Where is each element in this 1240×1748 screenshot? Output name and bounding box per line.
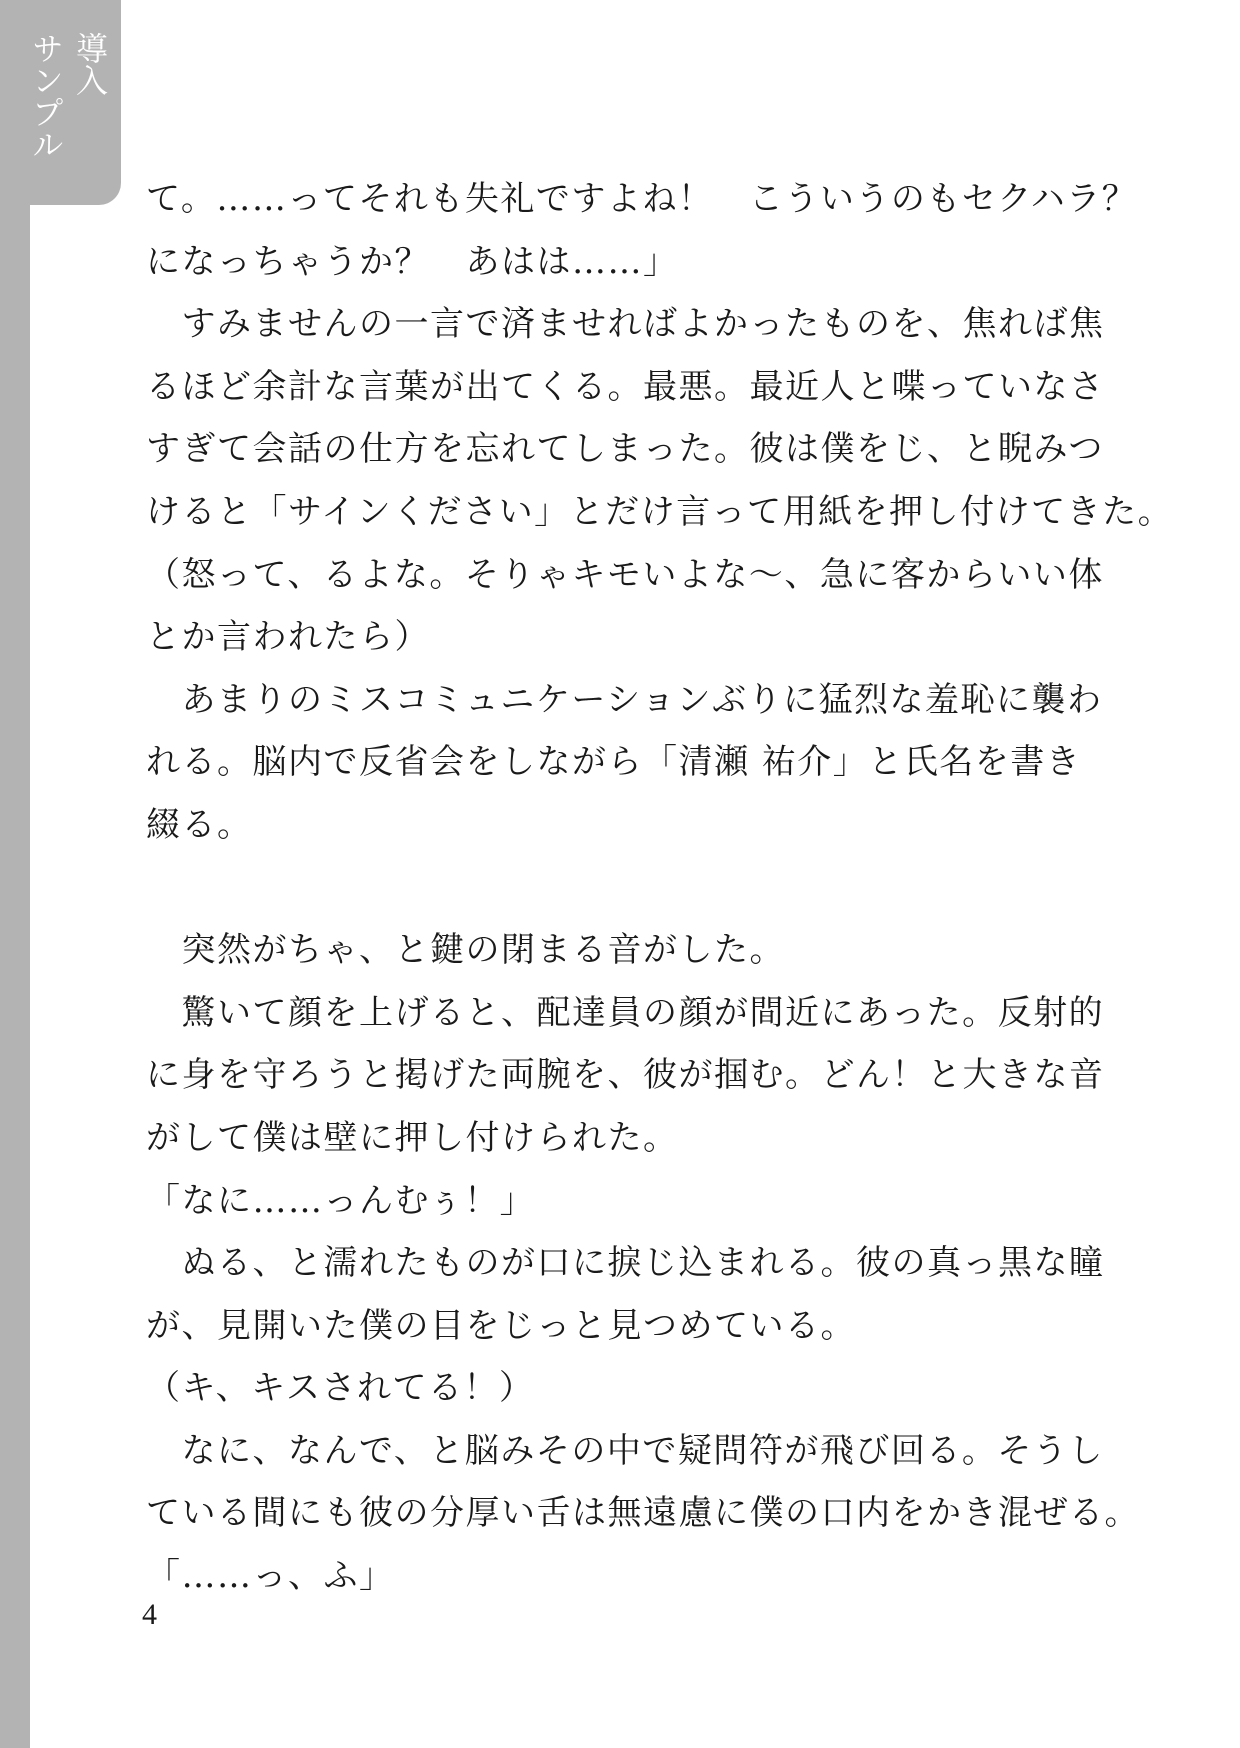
text-line: 驚いて顔を上げると、配達員の顔が間近にあった。反射的 — [146, 992, 1105, 1033]
text-line: （キ、キスされてる！） — [146, 1368, 535, 1409]
tab-label-sample: サンプル — [27, 32, 65, 160]
body-text — [146, 168, 1174, 1608]
text-line: すぎて会話の仕方を忘れてしまった。彼は僕をじ、と睨みつ — [146, 429, 1104, 470]
text-line: に身を守ろうと掲げた両腕を、彼が掴む。どん！と大きな音 — [146, 1055, 1105, 1096]
text-line: るほど余計な言葉が出てくる。最悪。最近人と喋っていなさ — [146, 366, 1105, 407]
text-line: けると「サインください」とだけ言って用紙を押し付けてきた。 — [146, 491, 1174, 532]
text-line: とか言われたら） — [146, 617, 430, 658]
text-line: 「なに……っんむぅ！」 — [146, 1180, 536, 1221]
margin-bar — [0, 0, 30, 1748]
sample-tab — [0, 0, 121, 205]
text-line: ぬる、と濡れたものが口に捩じ込まれる。彼の真っ黒な瞳 — [146, 1243, 1105, 1284]
text-line: が、見開いた僕の目をじっと見つめている。 — [146, 1305, 856, 1346]
text-line: すみませんの一言で済ませればよかったものを、焦れば焦 — [146, 304, 1105, 345]
text-line: 綴る。 — [146, 804, 253, 845]
page-number: 4 — [142, 1598, 157, 1631]
text-line: あまりのミスコミュニケーションぶりに猛烈な羞恥に襲わ — [146, 679, 1103, 720]
text-line: （怒って、るよな。そりゃキモいよな〜、急に客からいい体 — [146, 554, 1104, 595]
text-line: て。……ってそれも失礼ですよね！ こういうのもセクハラ？ — [146, 179, 1138, 219]
text-line: 突然がちゃ、と鍵の閉まる音がした。 — [146, 930, 785, 971]
text-line: がして僕は壁に押し付けられた。 — [146, 1117, 679, 1158]
blank-line — [146, 857, 1106, 920]
text-line: になっちゃうか？ あはは……」 — [146, 241, 679, 282]
text-line: れる。脳内で反省会をしながら「清瀬 祐介」と氏名を書き — [146, 742, 1082, 783]
tab-label-intro: 導入 — [71, 32, 109, 96]
text-line: なに、なんで、と脳みその中で疑問符が飛び回る。そうし — [146, 1430, 1104, 1471]
text-line: ている間にも彼の分厚い舌は無遠慮に僕の口内をかき混ぜる。 — [146, 1493, 1140, 1534]
text-line: 「……っ、ふ」 — [146, 1556, 395, 1597]
